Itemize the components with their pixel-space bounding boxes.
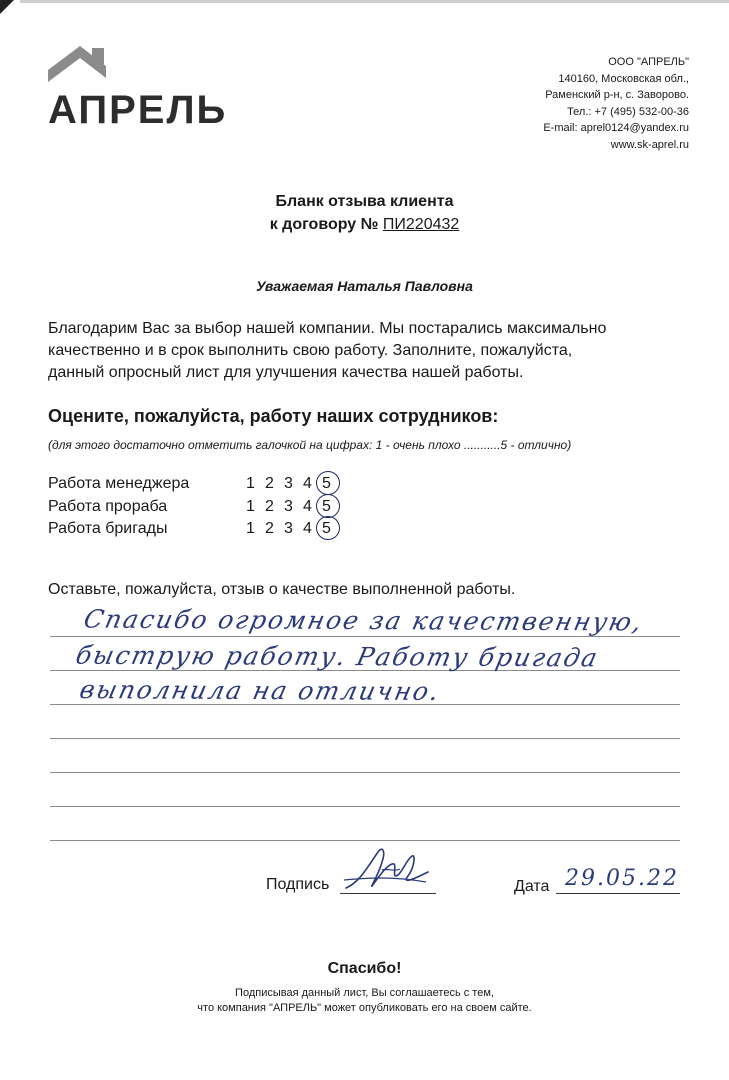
thanks-heading: Спасибо!: [327, 960, 402, 977]
writing-line: [50, 772, 680, 773]
scale-option-5-selected[interactable]: 5: [322, 498, 341, 516]
scan-edge-line: [20, 0, 729, 3]
handwritten-review-line: выполнила на отлично.: [77, 675, 444, 706]
contract-prefix: к договору №: [269, 216, 379, 233]
company-phone: Тел.: +7 (495) 532-00-36: [567, 105, 689, 118]
scale-option-3[interactable]: 3: [284, 475, 293, 492]
greeting: Уважаемая Наталья Павловна: [256, 278, 473, 294]
scale-option-4[interactable]: 4: [303, 498, 312, 515]
writing-line: [50, 806, 680, 807]
intro-line: данный опросный лист для улучшения качества нашей работы.: [48, 364, 524, 381]
consent-line: Подписывая данный лист, Вы соглашаетесь с тем,: [235, 987, 494, 999]
intro-line: качественно и в срок выполнить свою работу. Заполните, пожалуйста,: [48, 342, 573, 359]
scale-option-1[interactable]: 1: [246, 475, 255, 492]
scale-option-5-selected[interactable]: 5: [322, 520, 341, 538]
company-name: ООО "АПРЕЛЬ": [608, 56, 689, 68]
scale-option-1[interactable]: 1: [246, 498, 255, 515]
scale-option-4[interactable]: 4: [303, 520, 312, 537]
scale-option-2[interactable]: 2: [265, 520, 274, 537]
writing-line: [50, 738, 680, 739]
scale-option-4[interactable]: 4: [303, 475, 312, 492]
contract-line: [0, 216, 729, 234]
review-heading: Оставьте, пожалуйста, отзыв о качестве выполненной работы.: [48, 581, 516, 598]
house-roof-logo-icon: [48, 44, 112, 88]
handwritten-review-line: быструю работу. Работу бригада: [73, 640, 602, 673]
scale-option-2[interactable]: 2: [265, 498, 274, 515]
consent-line: что компания "АПРЕЛЬ" может опубликовать его на своем сайте.: [197, 1002, 532, 1014]
rating-heading: Оцените, пожалуйста, работу наших сотрудников:: [48, 406, 499, 426]
scale-option-2[interactable]: 2: [265, 475, 274, 492]
handwritten-date: 29.05.22: [565, 866, 679, 891]
rating-scale: [246, 498, 341, 516]
rating-row-manager: [48, 475, 468, 497]
rating-scale: [246, 520, 341, 538]
date-line: [556, 893, 680, 894]
scale-option-1[interactable]: 1: [246, 520, 255, 537]
company-website: www.sk-aprel.ru: [610, 138, 689, 151]
rating-label: Работа менеджера: [48, 475, 190, 492]
scale-option-3[interactable]: 3: [284, 520, 293, 537]
company-address-line-2: Раменский р-н, с. Заворово.: [545, 89, 689, 101]
rating-hint: (для этого достаточно отметить галочкой на цифрах: 1 - очень плохо ...........5 - отлично): [48, 438, 572, 452]
scale-option-3[interactable]: 3: [284, 498, 293, 515]
intro-paragraph: [48, 318, 698, 384]
writing-line: [50, 840, 680, 841]
rating-row-crew: [48, 520, 468, 542]
company-logo: АПРЕЛЬ: [48, 88, 228, 132]
rating-row-foreman: [48, 498, 468, 520]
company-contacts: [469, 54, 689, 153]
contract-number: ПИ220432: [382, 216, 460, 233]
form-title: Бланк отзыва клиента: [275, 193, 454, 210]
consent-note: [0, 986, 729, 1016]
intro-line: Благодарим Вас за выбор нашей компании. Мы постарались максимально: [48, 320, 607, 337]
signature-label: Подпись: [266, 876, 330, 893]
rating-scale: [246, 475, 341, 493]
scale-option-5-selected[interactable]: 5: [322, 475, 341, 493]
rating-label: Работа бригады: [48, 520, 168, 537]
date-label: Дата: [514, 878, 550, 895]
company-address-line-1: 140160, Московская обл.,: [558, 72, 689, 85]
review-area[interactable]: [50, 600, 680, 850]
company-email: E-mail: aprel0124@yandex.ru: [543, 122, 689, 134]
scan-corner-mark: [0, 0, 14, 14]
handwritten-review-line: Спасибо огромное за качественную,: [81, 604, 647, 637]
handwritten-signature: [342, 842, 432, 898]
rating-label: Работа прораба: [48, 498, 168, 515]
